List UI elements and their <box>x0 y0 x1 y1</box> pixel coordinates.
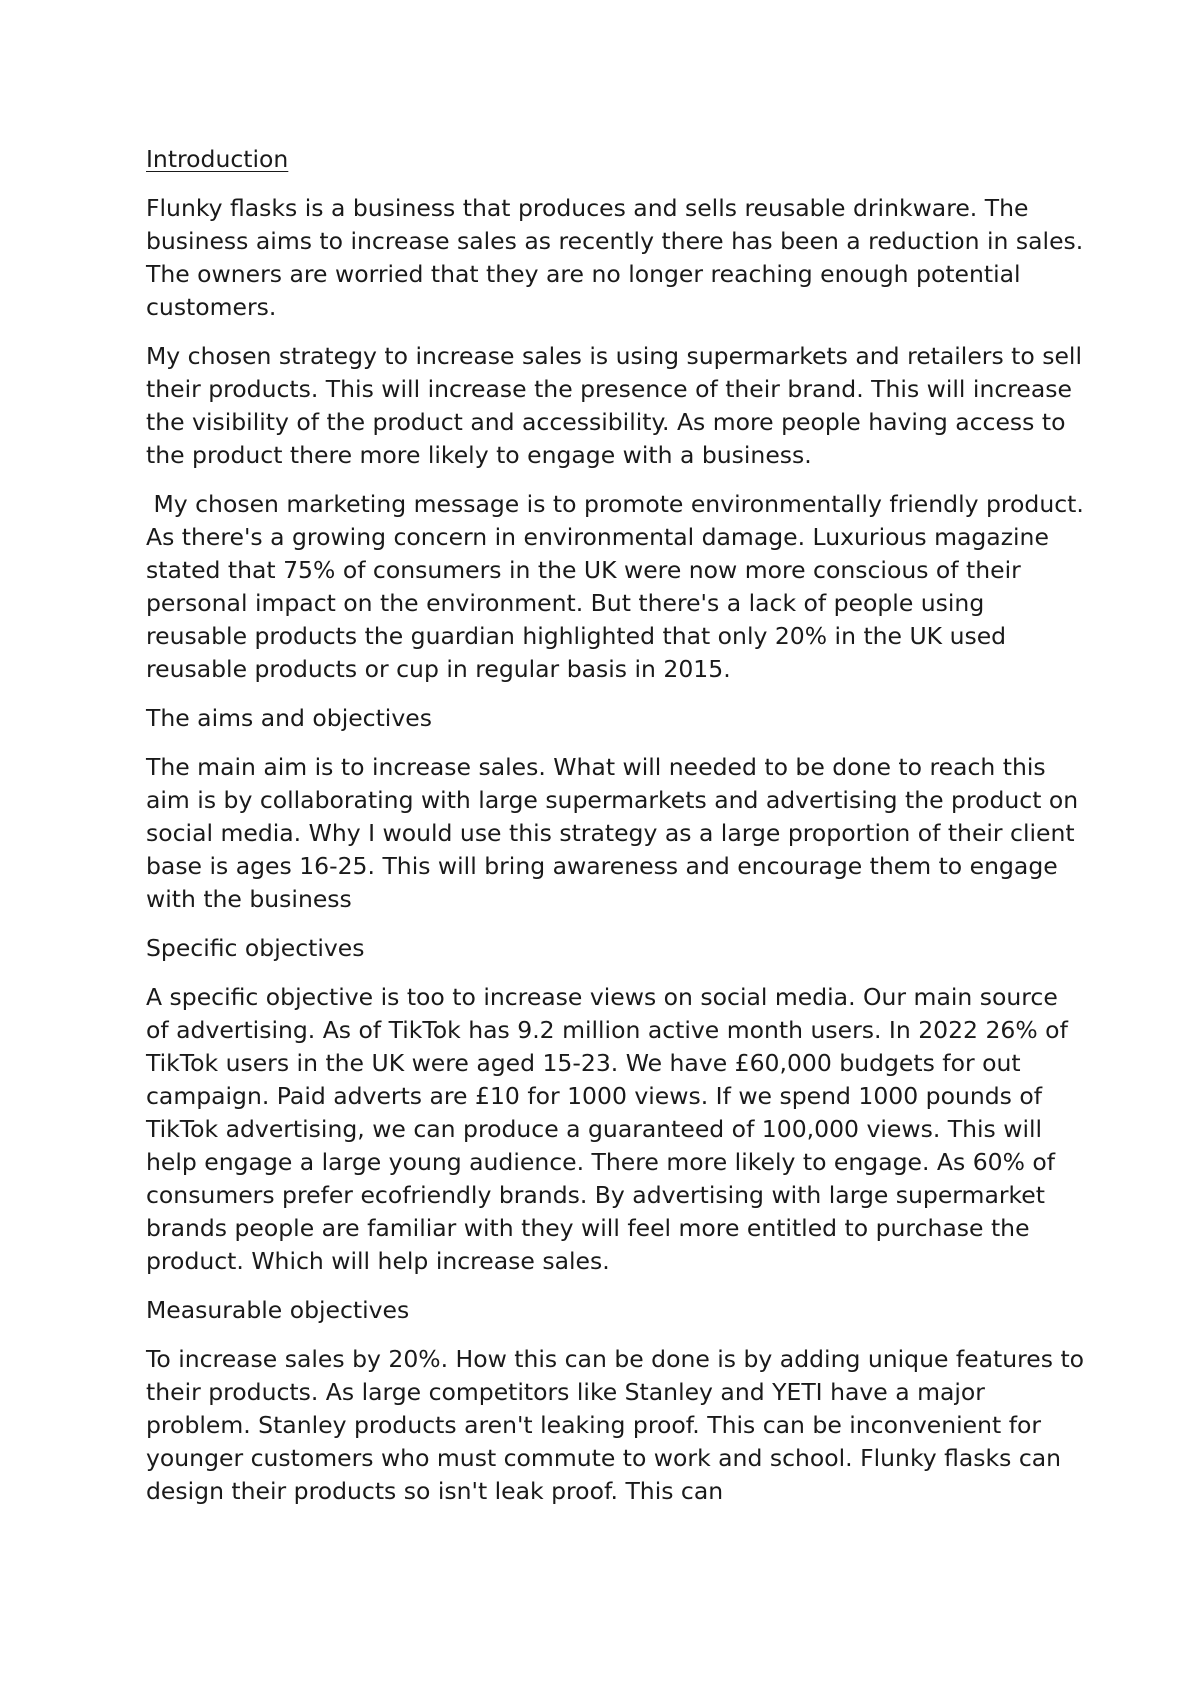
paragraph-specific-objectives: A specific objective is too to increase views on social media. Our main source of advertising. As of TikTok has 9.2 million active month users. In 2022 26% of TikTok users in the UK were aged 15-23. We have £60,000 budgets for out campaign. Paid adverts are £10 for 1000 views. If we spend 1000 pounds of TikTok advertising, we can produce a guaranteed of 100,000 views. This will help engage a large young audience. There more likely to engage. As 60% of consumers prefer ecofriendly brands. By advertising with large supermarket brands people are familiar with they will feel more entitled to purchase the product. Which will help increase sales. <box>146 983 1076 1275</box>
heading-introduction: Introduction <box>146 145 289 173</box>
paragraph-introduction: Flunky flasks is a business that produces and sells reusable drinkware. The business aims to increase sales as recently there has been a reduction in sales. The owners are worried that they are no longer reaching enough potential customers. <box>146 194 1091 321</box>
paragraph-strategy: My chosen strategy to increase sales is using supermarkets and retailers to sell their products. This will increase the presence of their brand. This will increase the visibility of the product and accessibility. As more people having access to the product there more likely to engage with a business. <box>146 342 1090 469</box>
paragraph-marketing-message: My chosen marketing message is to promote environmentally friendly product. As there's a growing concern in environmental damage. Luxurious magazine stated that 75% of consumers in the UK were now more conscious of their personal impact on the environment. But there's a lack of people using reusable products the guardian highlighted that only 20% in the UK used reusable products or cup in regular basis in 2015. <box>146 490 1092 683</box>
heading-specific-objectives: Specific objectives <box>146 934 365 962</box>
heading-aims-objectives: The aims and objectives <box>146 704 432 732</box>
heading-measurable-objectives: Measurable objectives <box>146 1296 410 1324</box>
paragraph-measurable-objectives: To increase sales by 20%. How this can be done is by adding unique features to their products. As large competitors like Stanley and YETI have a major problem. Stanley products aren't leaking proof. This can be inconvenient for younger customers who must commute to work and school. Flunky flasks can design their products so isn't leak proof. This can <box>146 1345 1092 1505</box>
paragraph-aims: The main aim is to increase sales. What will needed to be done to reach this aim is by collaborating with large supermarkets and advertising the product on social media. Why I would use this strategy as a large proportion of their client base is ages 16-25. This will bring awareness and encourage them to engage with the business <box>146 753 1086 913</box>
document-body <box>146 143 1092 1524</box>
